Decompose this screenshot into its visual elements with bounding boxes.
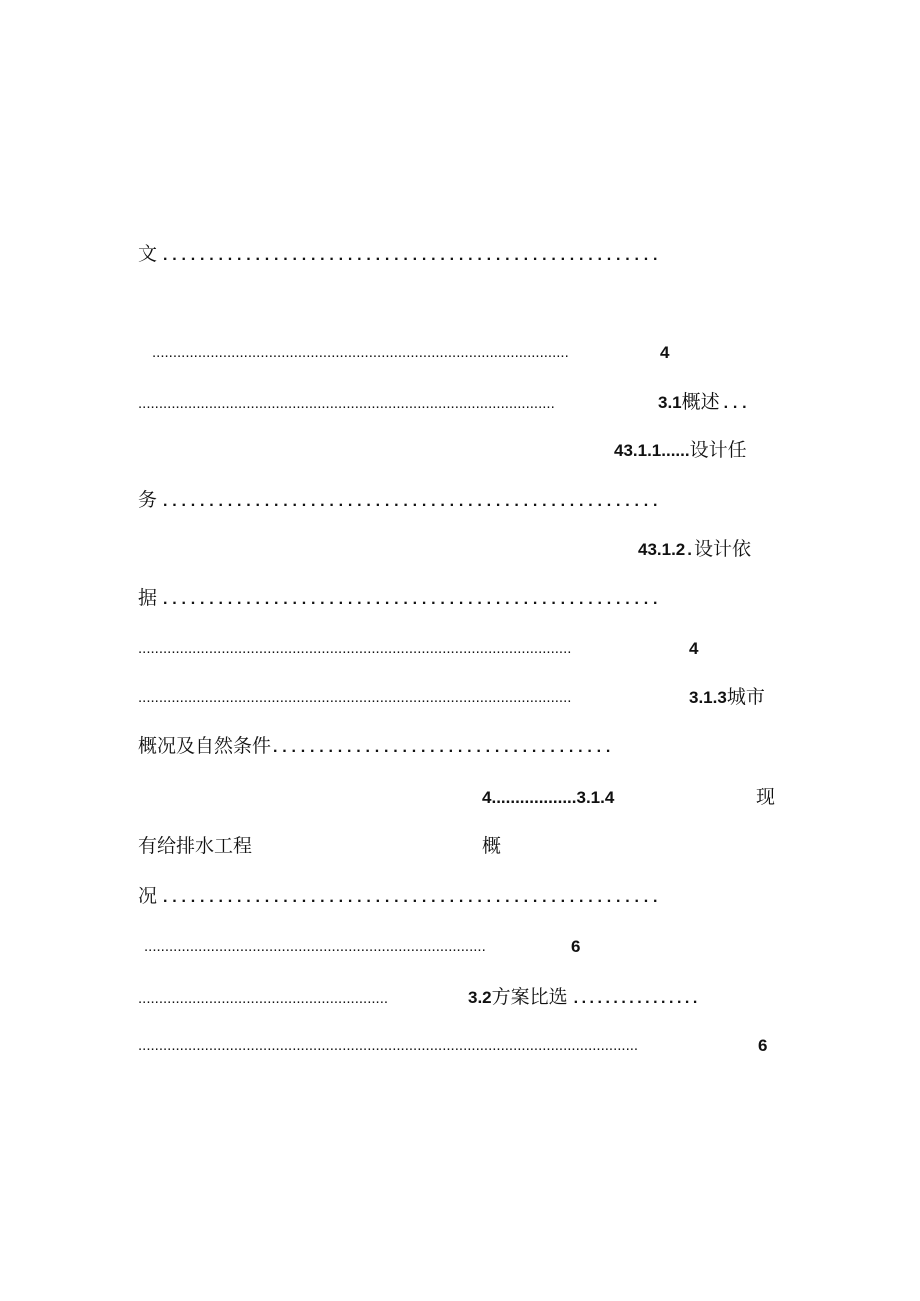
page-number: 6 [571, 937, 581, 956]
section-title: 概述 [681, 391, 720, 413]
leader-dots: .................................................................................................... [138, 395, 555, 412]
toc-line-8[interactable] [138, 636, 698, 661]
leader-dots: .................................................................................. [144, 938, 486, 955]
toc-line-16[interactable] [138, 1033, 767, 1058]
toc-lead-char: 况 [138, 885, 158, 907]
leader-dots: . [687, 540, 692, 559]
toc-line-5[interactable] [138, 488, 662, 514]
toc-line-7[interactable] [138, 586, 662, 612]
leader-dots: ...................................................... [163, 247, 663, 264]
leader-dots: ........................................................................................................ [138, 640, 572, 657]
leader-dots: ........................................................................................................................ [138, 1037, 639, 1054]
leader-dots: ...................................................... [163, 889, 663, 906]
toc-lead-char: 据 [138, 587, 158, 609]
section-title: 现 [756, 786, 776, 808]
toc-line-13[interactable] [138, 884, 662, 910]
section-title: 概况及自然条件 [138, 735, 272, 757]
toc-line-4[interactable] [614, 438, 747, 463]
leader-dots: ...... [661, 441, 690, 460]
leader-dots: ..................................... [273, 739, 616, 756]
toc-line-10[interactable] [138, 734, 615, 760]
toc-lead-char: 文 [138, 243, 158, 265]
page-number: 4 [689, 639, 699, 658]
leader-dots: .................................................................................................... [152, 344, 569, 361]
toc-line-11[interactable] [482, 785, 782, 810]
section-number: 3.1.3 [689, 688, 727, 707]
page-number: 4 [482, 788, 492, 807]
section-number: 3.1 [658, 393, 682, 412]
section-title: 方案比选 [491, 986, 568, 1008]
page-number: 6 [758, 1036, 768, 1055]
leader-dots: .................. [491, 788, 577, 807]
toc-line-6[interactable] [638, 537, 751, 562]
toc-line-14[interactable] [144, 934, 580, 959]
leader-dots: ........................................................................................................ [138, 689, 572, 706]
leader-dots: ................ [573, 990, 701, 1007]
toc-lead-char: 务 [138, 489, 158, 511]
section-number: 3.2 [468, 988, 492, 1007]
section-title: 设计任 [689, 439, 747, 461]
page-number: 4 [660, 343, 670, 362]
section-number: 3.1.4 [576, 788, 615, 807]
toc-line-15[interactable] [138, 985, 701, 1011]
toc-line-12[interactable] [138, 834, 538, 858]
toc-line-9[interactable] [138, 685, 765, 710]
section-title: 城市 [726, 686, 765, 708]
leader-dots: ...................................................... [163, 493, 663, 510]
leader-dots: ............................................................ [138, 990, 389, 1007]
section-title: 设计依 [694, 538, 752, 560]
toc-line-1[interactable] [138, 242, 662, 268]
section-title-continued: 概 [482, 835, 502, 857]
section-number: 43.1.1 [614, 441, 662, 460]
toc-line-3[interactable] [138, 390, 751, 416]
section-number: 43.1.2 [638, 540, 686, 559]
section-title: 有给排水工程 [138, 835, 253, 857]
leader-dots: ...................................................... [163, 591, 663, 608]
leader-dots: ... [723, 395, 752, 412]
toc-line-2[interactable] [152, 340, 669, 365]
